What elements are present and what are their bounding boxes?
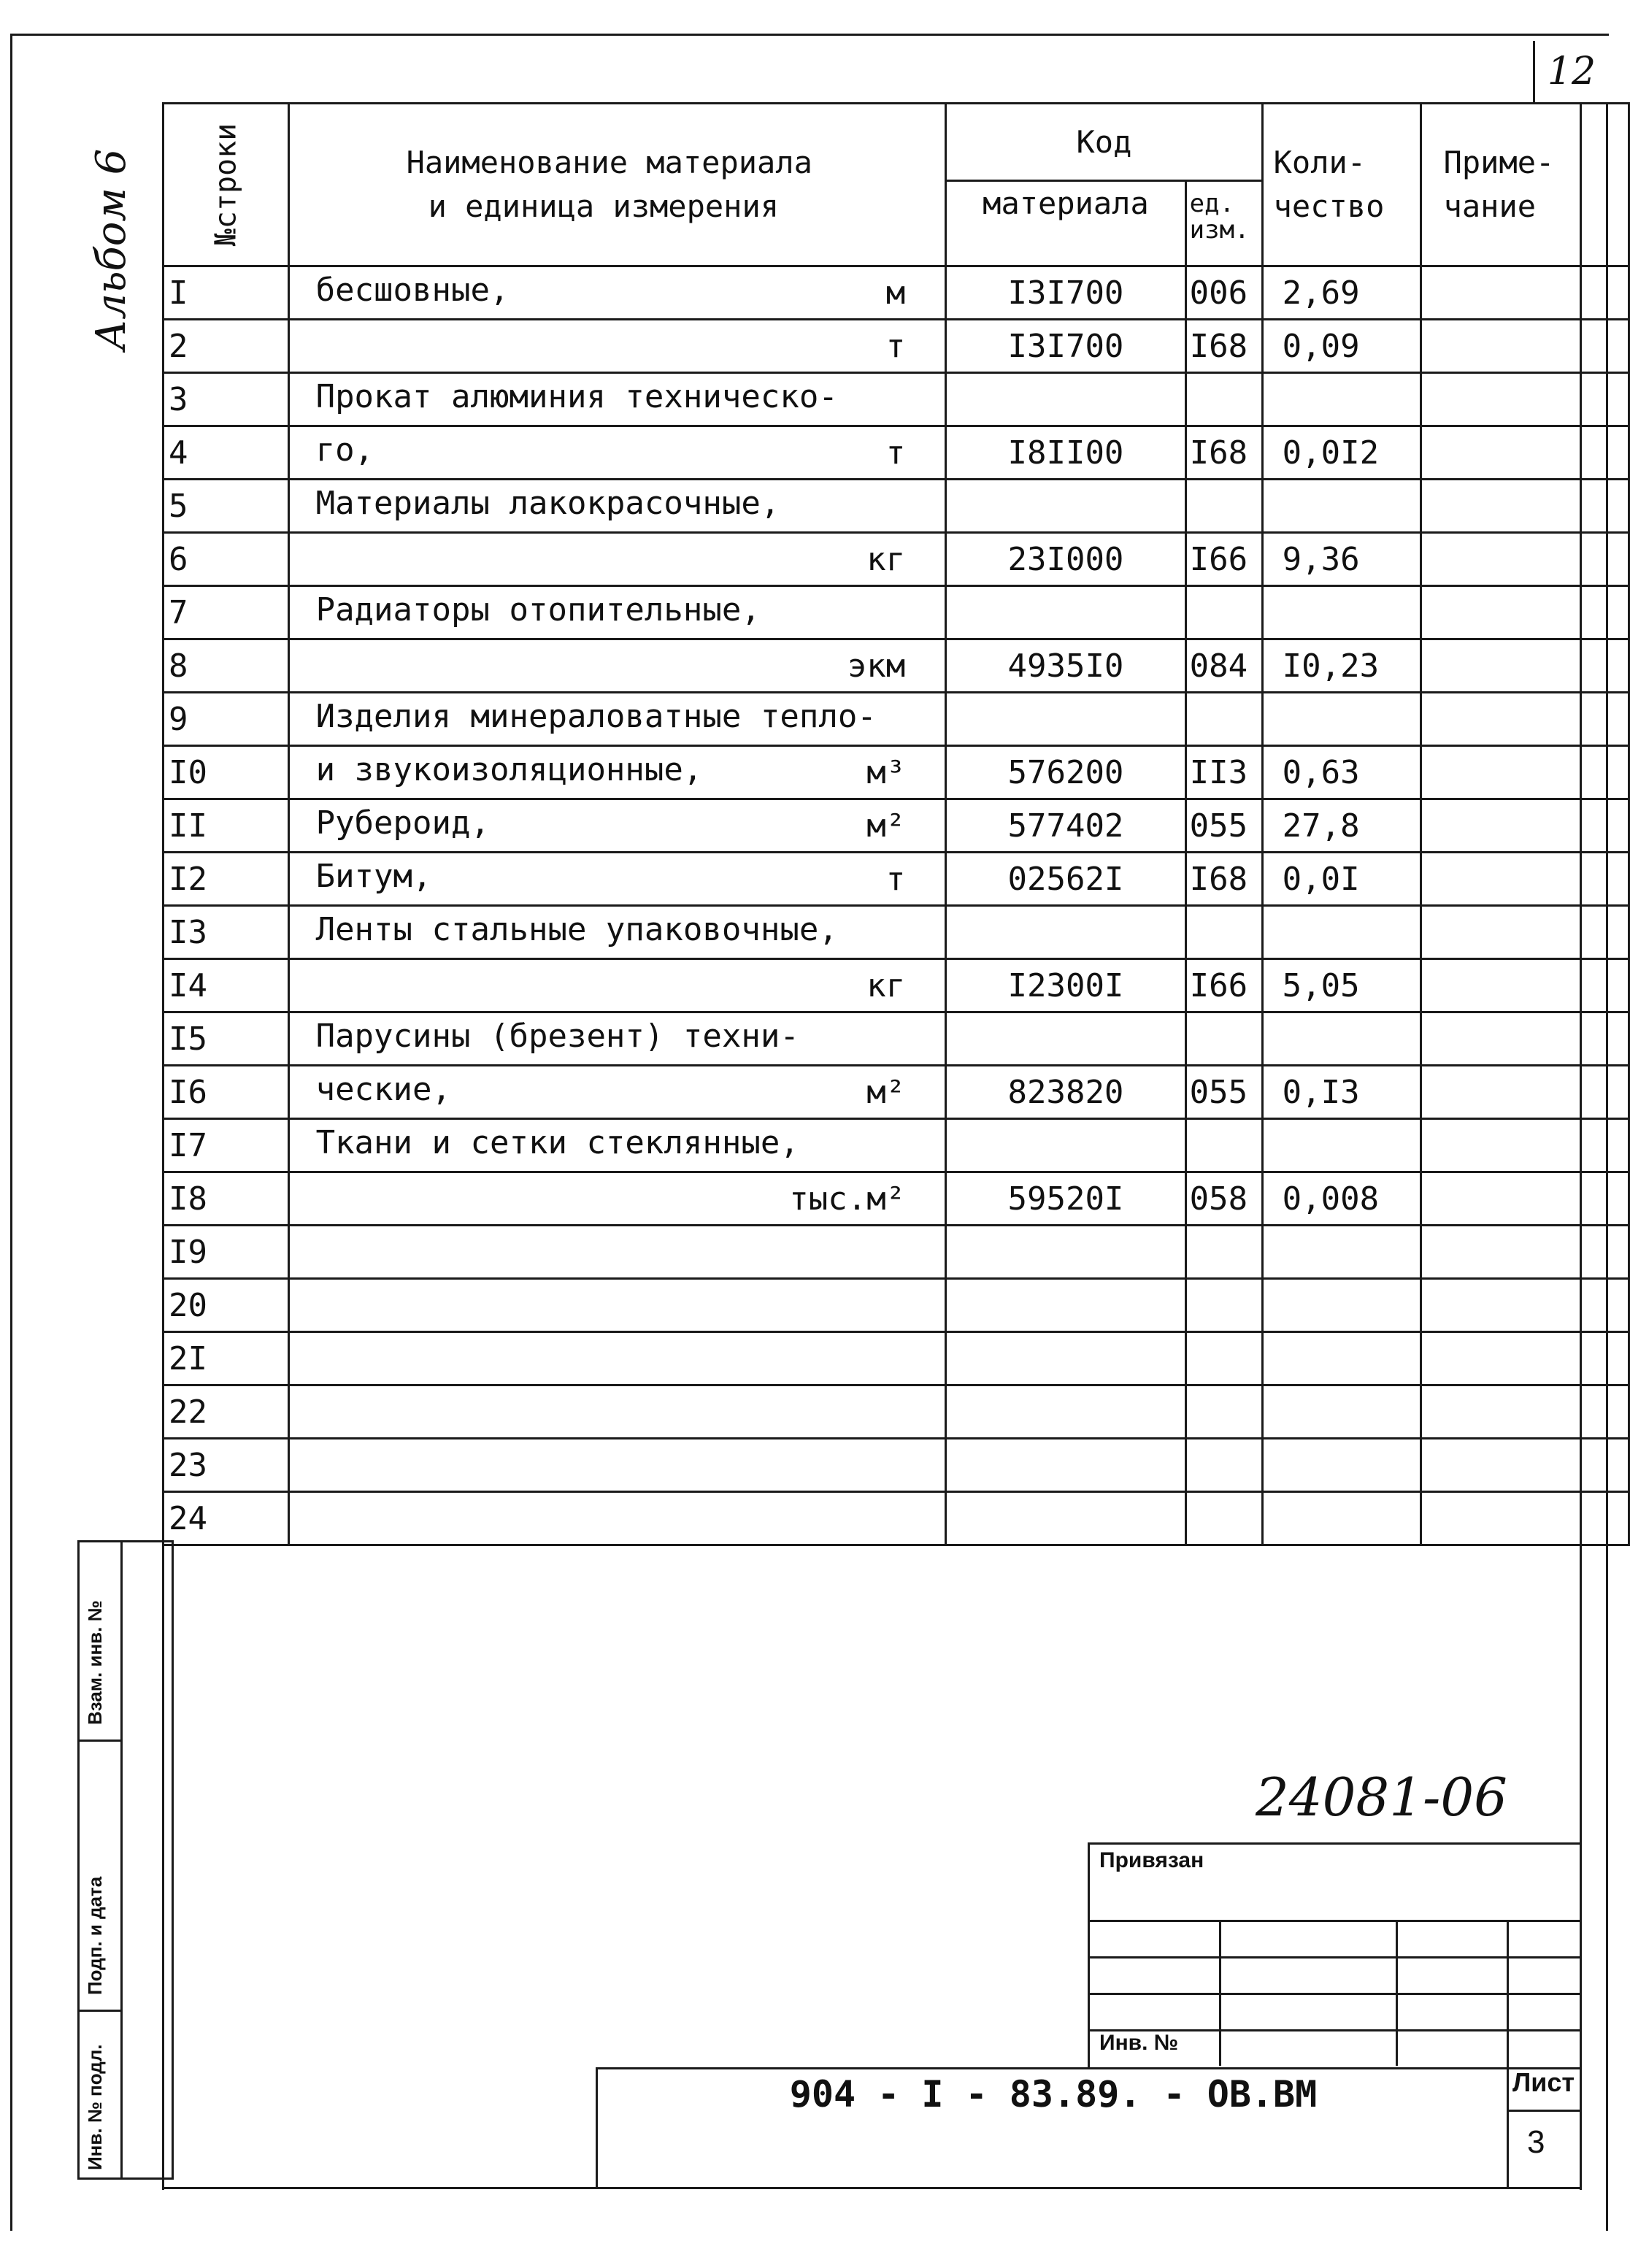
quantity (1262, 1385, 1421, 1439)
quantity: 5,05 (1262, 959, 1421, 1012)
row-number: 6 (164, 533, 289, 586)
note (1421, 906, 1629, 959)
unit-code (1185, 1332, 1262, 1385)
material-code: 576200 (946, 746, 1185, 799)
material-name-text: Прокат алюминия техническо- (315, 378, 838, 415)
material-name (288, 320, 946, 373)
unit-of-measure: тыс.м² (789, 1180, 906, 1218)
quantity: I0,23 (1262, 639, 1421, 693)
table-row (164, 426, 1629, 480)
row-number: I8 (164, 1172, 289, 1226)
row-number: 2I (164, 1332, 289, 1385)
unit-of-measure: т (885, 328, 906, 365)
row-number: I9 (164, 1226, 289, 1279)
unit-code (1185, 1119, 1262, 1172)
material-code: 02562I (946, 853, 1185, 906)
material-name (288, 1385, 946, 1439)
quantity (1262, 1012, 1421, 1066)
note (1421, 1385, 1629, 1439)
sheet-number: 12 (1533, 41, 1608, 104)
material-code (946, 1012, 1185, 1066)
table-row (164, 1066, 1629, 1119)
table-row (164, 906, 1629, 959)
material-name (288, 906, 946, 959)
note (1421, 1226, 1629, 1279)
unit-code: I66 (1185, 533, 1262, 586)
material-code (946, 1119, 1185, 1172)
quantity: 2,69 (1262, 266, 1421, 320)
material-code (946, 906, 1185, 959)
quantity (1262, 1279, 1421, 1332)
row-number: I6 (164, 1066, 289, 1119)
unit-code: I68 (1185, 320, 1262, 373)
material-code: I8II00 (946, 426, 1185, 480)
title-block-line (1088, 1842, 1090, 2069)
note (1421, 1172, 1629, 1226)
privyazan-label: Привязан (1099, 1848, 1204, 1872)
material-name (288, 1172, 946, 1226)
material-name-text: Рубероид, (315, 804, 490, 842)
quantity (1262, 1492, 1421, 1545)
material-name-text: Радиаторы отопительные, (315, 591, 761, 628)
material-code: 823820 (946, 1066, 1185, 1119)
material-name (288, 959, 946, 1012)
table-row (164, 959, 1629, 1012)
note (1421, 1332, 1629, 1385)
quantity (1262, 480, 1421, 533)
unit-of-measure: м² (866, 807, 906, 845)
quantity (1262, 1439, 1421, 1492)
material-name-text: Битум, (315, 858, 432, 895)
table-row (164, 1332, 1629, 1385)
unit-of-measure: м² (866, 1074, 906, 1111)
note (1421, 586, 1629, 639)
unit-code (1185, 373, 1262, 426)
row-number: II (164, 799, 289, 853)
quantity (1262, 586, 1421, 639)
unit-code: 084 (1185, 639, 1262, 693)
table-row (164, 693, 1629, 746)
unit-of-measure: м (885, 274, 906, 312)
material-code (946, 480, 1185, 533)
material-name (288, 639, 946, 693)
note (1421, 533, 1629, 586)
material-code (946, 1332, 1185, 1385)
table-row (164, 1385, 1629, 1439)
table-row (164, 1172, 1629, 1226)
row-number: 2 (164, 320, 289, 373)
unit-of-measure: т (885, 861, 906, 898)
sheet-value: 3 (1527, 2124, 1545, 2160)
table-row (164, 853, 1629, 906)
material-name (288, 1119, 946, 1172)
quantity: 0,I3 (1262, 1066, 1421, 1119)
quantity: 0,0I (1262, 853, 1421, 906)
quantity (1262, 1226, 1421, 1279)
row-number: 23 (164, 1439, 289, 1492)
row-number: 24 (164, 1492, 289, 1545)
unit-code (1185, 1385, 1262, 1439)
frame-left (10, 34, 12, 2231)
unit-code (1185, 1279, 1262, 1332)
material-name (288, 1439, 946, 1492)
material-code (946, 1279, 1185, 1332)
note (1421, 1439, 1629, 1492)
table-row (164, 639, 1629, 693)
unit-code: I68 (1185, 853, 1262, 906)
table-row (164, 533, 1629, 586)
inv-no-label: Инв. № (1099, 2031, 1179, 2055)
material-name-text: Материалы лакокрасочные, (315, 485, 780, 522)
unit-code: 055 (1185, 799, 1262, 853)
material-code: 23I000 (946, 533, 1185, 586)
table-row (164, 373, 1629, 426)
header-row-no: №строки (164, 104, 289, 266)
quantity (1262, 906, 1421, 959)
material-name (288, 480, 946, 533)
material-code (946, 1385, 1185, 1439)
material-name-text: Изделия минераловатные тепло- (315, 698, 877, 735)
material-code (946, 586, 1185, 639)
row-number: 22 (164, 1385, 289, 1439)
material-code: I3I700 (946, 266, 1185, 320)
table-row (164, 1119, 1629, 1172)
materials-table (162, 102, 1630, 1546)
title-block-line (596, 2067, 1581, 2069)
frame-bottom (162, 2187, 1581, 2189)
note (1421, 853, 1629, 906)
quantity (1262, 373, 1421, 426)
quantity (1262, 1119, 1421, 1172)
quantity: 0,008 (1262, 1172, 1421, 1226)
quantity: 0,63 (1262, 746, 1421, 799)
note (1421, 799, 1629, 853)
unit-code (1185, 586, 1262, 639)
side-stamp-sep (80, 2010, 123, 2012)
table-row (164, 266, 1629, 320)
handwritten-number: 24081-06 (1256, 1767, 1507, 1828)
row-number: 7 (164, 586, 289, 639)
unit-code (1185, 480, 1262, 533)
side-label-signature-date: Подп. и дата (84, 1876, 106, 1995)
material-code: 4935I0 (946, 639, 1185, 693)
table-row (164, 320, 1629, 373)
row-number: I2 (164, 853, 289, 906)
table-row (164, 480, 1629, 533)
title-block-line (1507, 2110, 1581, 2112)
title-block-line (1396, 1920, 1398, 2066)
row-number: I4 (164, 959, 289, 1012)
material-code (946, 1226, 1185, 1279)
material-name-text: Парусины (брезент) техни- (315, 1018, 799, 1055)
material-name-text: и звукоизоляционные, (315, 751, 703, 788)
unit-of-measure: м³ (866, 754, 906, 791)
row-number: 3 (164, 373, 289, 426)
material-code (946, 373, 1185, 426)
quantity (1262, 1332, 1421, 1385)
title-block-line (596, 2067, 598, 2188)
note (1421, 959, 1629, 1012)
row-number: 4 (164, 426, 289, 480)
material-name (288, 1012, 946, 1066)
row-number: 9 (164, 693, 289, 746)
note (1421, 480, 1629, 533)
unit-of-measure: кг (866, 967, 906, 1004)
quantity: 0,0I2 (1262, 426, 1421, 480)
side-label-orig-inv: Инв. № подл. (84, 2044, 106, 2170)
unit-code: 055 (1185, 1066, 1262, 1119)
material-name (288, 586, 946, 639)
note (1421, 639, 1629, 693)
unit-code: I66 (1185, 959, 1262, 1012)
table-row (164, 1439, 1629, 1492)
sheet-label: Лист (1512, 2067, 1575, 2097)
note (1421, 1066, 1629, 1119)
quantity: 0,09 (1262, 320, 1421, 373)
unit-of-measure: т (885, 434, 906, 472)
material-name (288, 1492, 946, 1545)
row-number: I3 (164, 906, 289, 959)
table-row (164, 1226, 1629, 1279)
header-name: Наименование материала и единица измерения (288, 104, 946, 266)
table-row (164, 746, 1629, 799)
material-name-text: ческие, (315, 1071, 452, 1108)
note (1421, 266, 1629, 320)
row-number: 5 (164, 480, 289, 533)
quantity (1262, 693, 1421, 746)
header-qty: Коли- чество (1262, 104, 1421, 266)
row-number: I7 (164, 1119, 289, 1172)
unit-code: 006 (1185, 266, 1262, 320)
material-code: I2300I (946, 959, 1185, 1012)
material-name (288, 1332, 946, 1385)
material-name (288, 373, 946, 426)
unit-code: I68 (1185, 426, 1262, 480)
material-code: I3I700 (946, 320, 1185, 373)
side-stamp (77, 1540, 174, 2180)
material-name (288, 426, 946, 480)
unit-code: 058 (1185, 1172, 1262, 1226)
material-name-text: го, (315, 431, 374, 469)
table-row (164, 1492, 1629, 1545)
header-note: Приме- чание (1421, 104, 1629, 266)
material-code: 59520I (946, 1172, 1185, 1226)
header-code-unit: ед. изм. (1185, 181, 1262, 266)
album-label: Альбом 6 (88, 148, 135, 350)
title-block-line (1219, 1920, 1221, 2066)
material-name (288, 1066, 946, 1119)
note (1421, 320, 1629, 373)
note (1421, 1492, 1629, 1545)
row-number: 8 (164, 639, 289, 693)
material-name-text: Ткани и сетки стеклянные, (315, 1124, 799, 1161)
material-name (288, 1226, 946, 1279)
material-code: 577402 (946, 799, 1185, 853)
unit-code (1185, 693, 1262, 746)
note (1421, 746, 1629, 799)
material-name (288, 853, 946, 906)
header-code: Код (946, 104, 1262, 181)
table-row (164, 799, 1629, 853)
side-stamp-sep (80, 1740, 123, 1742)
note (1421, 1119, 1629, 1172)
side-stamp-divider (120, 1542, 123, 2177)
row-number: 20 (164, 1279, 289, 1332)
unit-code (1185, 1012, 1262, 1066)
frame-top (10, 34, 1609, 36)
side-label-replaced-inv: Взам. инв. № (84, 1600, 106, 1725)
material-code (946, 1492, 1185, 1545)
material-name (288, 1279, 946, 1332)
material-name (288, 799, 946, 853)
unit-code: II3 (1185, 746, 1262, 799)
note (1421, 426, 1629, 480)
material-code (946, 693, 1185, 746)
material-name-text: бесшовные, (315, 272, 510, 309)
table-row (164, 1279, 1629, 1332)
unit-of-measure: экм (847, 647, 906, 685)
material-name (288, 746, 946, 799)
note (1421, 693, 1629, 746)
note (1421, 1012, 1629, 1066)
header-code-material: материала (946, 181, 1185, 266)
material-name (288, 266, 946, 320)
material-code (946, 1439, 1185, 1492)
quantity: 27,8 (1262, 799, 1421, 853)
table-row (164, 586, 1629, 639)
material-name (288, 533, 946, 586)
unit-of-measure: кг (866, 541, 906, 578)
note (1421, 1279, 1629, 1332)
quantity: 9,36 (1262, 533, 1421, 586)
row-number: I0 (164, 746, 289, 799)
document-code: 904 - I - 83.89. - ОВ.ВМ (789, 2073, 1318, 2115)
unit-code (1185, 906, 1262, 959)
unit-code (1185, 1439, 1262, 1492)
table-row (164, 1012, 1629, 1066)
unit-code (1185, 1226, 1262, 1279)
title-block-line (1507, 1920, 1509, 2187)
row-number: I5 (164, 1012, 289, 1066)
note (1421, 373, 1629, 426)
material-name-text: Ленты стальные упаковочные, (315, 911, 838, 948)
title-block-line (1088, 1842, 1581, 1845)
material-name (288, 693, 946, 746)
unit-code (1185, 1492, 1262, 1545)
row-number: I (164, 266, 289, 320)
